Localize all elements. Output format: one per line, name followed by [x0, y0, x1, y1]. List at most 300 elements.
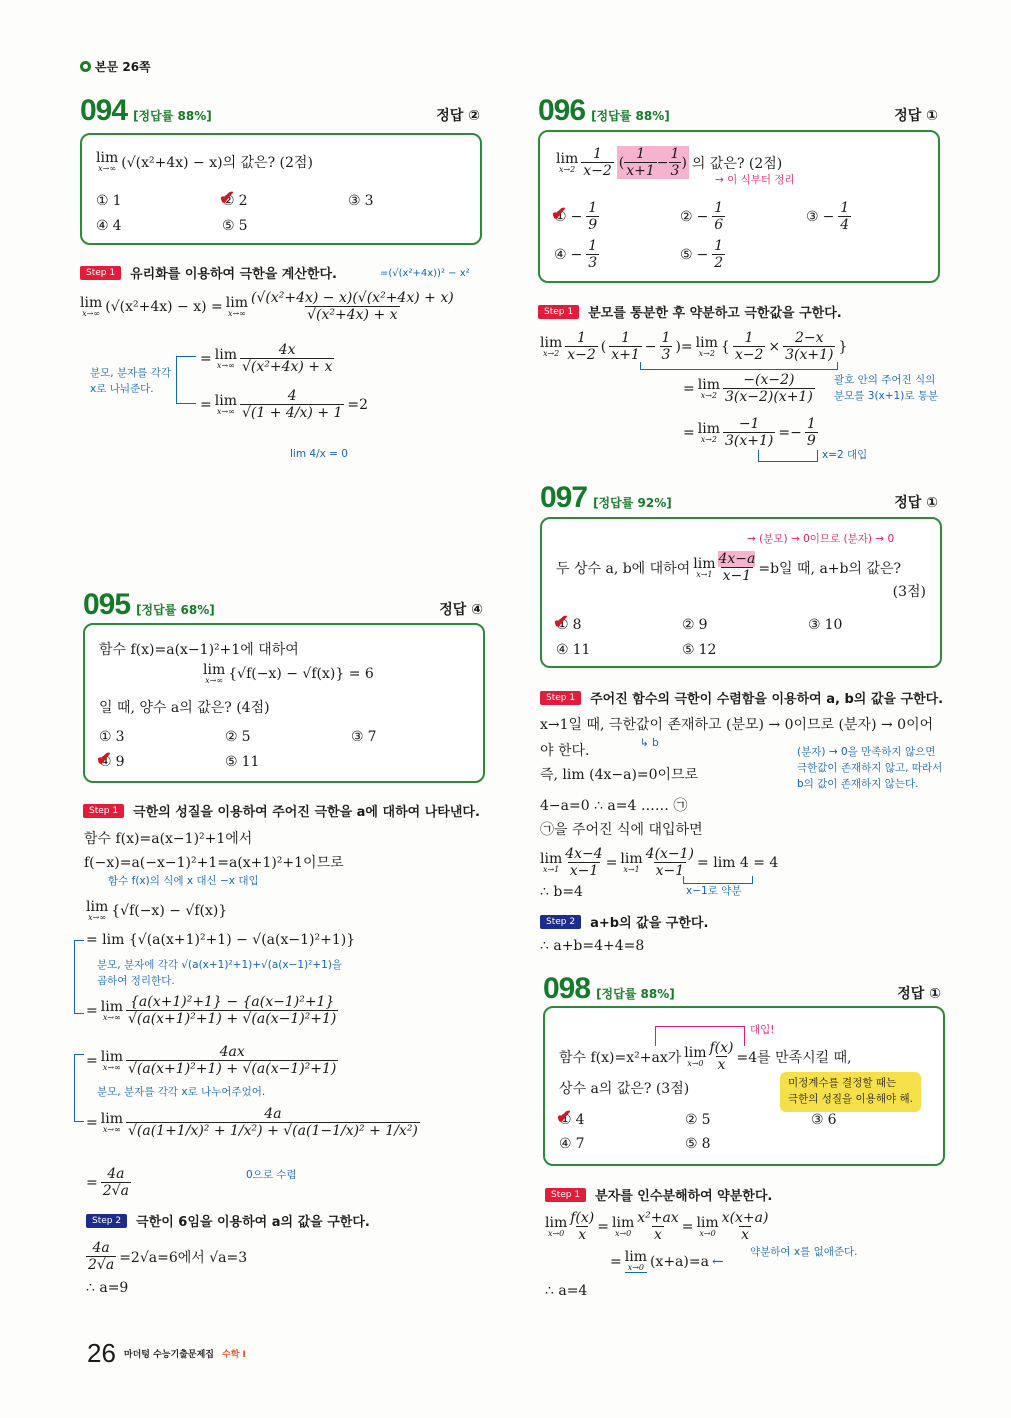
lim: lim	[86, 899, 109, 915]
lim: lim	[624, 1249, 647, 1265]
choice[interactable]	[351, 729, 376, 745]
denominator: √(a(x+1)²+1) + √(a(x−1)²+1)	[127, 1061, 337, 1078]
choice[interactable]	[685, 1136, 710, 1152]
lim: lim	[540, 850, 563, 867]
math: (x+a)=a	[649, 1253, 709, 1270]
numerator: 4x−4	[565, 846, 603, 862]
problem-097-header	[540, 481, 938, 515]
choice-val: 12	[698, 642, 717, 658]
numerator: 1	[670, 146, 680, 162]
numerator: 4x−a	[718, 551, 756, 567]
math: ∴ a+b=4+4=8	[540, 938, 645, 954]
lim-sub: x→∞	[205, 676, 224, 685]
lim-sub: x→0	[687, 1058, 704, 1068]
choice-num: ⑤	[222, 218, 235, 234]
lim: lim	[693, 555, 716, 572]
denominator: 3	[670, 163, 680, 180]
lim: lim	[214, 392, 237, 409]
fraction	[565, 330, 598, 363]
fraction	[805, 416, 818, 449]
step-title: a+b의 값을 구한다.	[590, 916, 709, 931]
step-title: 주어진 함수의 극한이 수렴함을 이용하여 a, b의 값을 구한다.	[590, 692, 944, 707]
annotation	[797, 745, 942, 792]
math: x→1일 때, 극한값이 존재하고 (분모) → 0이므로 (분자) → 0이어	[540, 717, 934, 733]
denominator: x	[654, 1227, 662, 1244]
choice-num: ①	[99, 729, 112, 745]
lim: lim	[80, 294, 103, 311]
fraction	[624, 146, 657, 179]
numerator: 4a	[92, 1240, 110, 1256]
denominator: x	[578, 1227, 587, 1244]
question-text: 상수 a의 값은? (3점)	[559, 1081, 690, 1097]
lim: lim	[540, 334, 563, 351]
choice-num: ④	[96, 218, 109, 234]
step1-badge: Step 1	[538, 305, 579, 319]
question-text: 의 값은? (2점)	[691, 155, 783, 172]
choice[interactable]	[556, 642, 590, 658]
numerator: 1	[744, 330, 754, 346]
denominator: √(a(1+1/x)² + 1/x²) + √(a(1−1/x)² + 1/x²)	[127, 1123, 418, 1140]
math: 즉, lim (4x−a)=0이므로	[540, 767, 699, 783]
lim-sub: x→0	[547, 1228, 565, 1238]
note-line: (분자) → 0을 만족하지 않으면	[797, 746, 936, 758]
denominator: x−1	[655, 863, 685, 880]
choice-val: 11	[572, 642, 591, 658]
question-text: (√(x²+4x) − x)의 값은? (2점)	[121, 155, 313, 171]
numerator: 1	[714, 238, 724, 254]
problem-096-box	[538, 130, 940, 283]
book-title: 마더텅 수능기출문제집	[123, 1350, 214, 1360]
choice-val: 7	[367, 729, 377, 745]
answer-label: 정답 ④	[439, 602, 483, 618]
subject-label: 수학 Ⅰ	[222, 1350, 246, 1360]
choice-val: 9	[698, 617, 708, 633]
note-line: 곱하여 정리한다.	[97, 974, 175, 987]
fraction	[240, 342, 334, 375]
fraction	[838, 200, 851, 233]
choice-val: 9	[115, 754, 125, 770]
annotation: =(√(x²+4x))² − x²	[380, 268, 470, 279]
choice-num: ⑤	[685, 1136, 698, 1152]
fraction	[609, 330, 642, 363]
denominator: √(x²+4x) + x	[307, 307, 398, 324]
denominator: 4	[840, 217, 850, 234]
lim-sub: x→∞	[216, 406, 235, 416]
lim: lim	[696, 1214, 719, 1231]
choice-correct[interactable]	[99, 754, 124, 770]
answer-label: 정답 ①	[897, 986, 941, 1002]
fraction	[586, 200, 599, 233]
lim: lim	[620, 850, 643, 867]
numerator: 1	[588, 238, 598, 254]
choice-num: ②	[685, 1112, 698, 1128]
choice-val: 11	[241, 754, 260, 770]
denominator: x−2	[583, 163, 612, 180]
lim-sub: x→0	[627, 1263, 644, 1272]
denominator: 3(x−2)(x+1)	[724, 389, 813, 406]
choice-num: ④	[556, 642, 569, 658]
annotation: 함수 f(x)의 식에 x 대신 −x 대입	[108, 875, 259, 887]
lim-sub: x→1	[542, 864, 560, 874]
choice-num: ②	[680, 208, 693, 225]
fraction	[709, 1040, 733, 1073]
fraction	[783, 330, 835, 363]
choice-num: ⑤	[682, 642, 695, 658]
choice[interactable]: ② − $\frac{1}{6}$	[680, 200, 724, 234]
math: {√f(−x) − √f(x)}	[111, 903, 228, 919]
problem-number: 098	[543, 972, 591, 1005]
annotation: ↳ b	[640, 737, 659, 749]
fraction	[251, 290, 454, 323]
check-icon: ① ✔	[559, 1112, 572, 1128]
choice-num: ①	[96, 193, 109, 209]
annotation: x−1로 약분	[686, 885, 742, 897]
denominator: x+1	[626, 163, 655, 180]
math: 4−a=0 ∴ a=4 …… ㉠	[540, 798, 688, 814]
lim-sub: x→0	[699, 1228, 716, 1238]
choice[interactable]: ⑤ − $\frac{1}{2}$	[680, 238, 724, 272]
fraction	[723, 416, 775, 449]
math: ㉠을 주어진 식에 대입하면	[540, 822, 703, 838]
math: 야 한다.	[540, 743, 590, 759]
choice[interactable]	[685, 1112, 710, 1128]
lim: lim	[225, 294, 248, 311]
numerator: (√(x²+4x) − x)(√(x²+4x) + x)	[251, 290, 454, 306]
lim: lim	[556, 150, 579, 167]
denominator: x−1	[722, 568, 752, 585]
choice-num: ③	[348, 193, 361, 209]
annotation	[90, 366, 171, 398]
lim-sub: x→∞	[216, 360, 235, 370]
step1-badge: Step 1	[80, 266, 121, 280]
numerator: {a(x+1)²+1} − {a(x−1)²+1}	[130, 994, 335, 1010]
lim-sub: x→0	[614, 1228, 632, 1238]
fraction	[733, 330, 766, 363]
lim: lim	[695, 334, 718, 351]
annotation: x=2 대입	[822, 449, 868, 461]
problem-095-box	[83, 623, 485, 783]
denominator: x−2	[567, 347, 596, 364]
annotation: 분모, 분자를 각각 x로 나누어주었어.	[97, 1086, 266, 1098]
check-icon: ④ ✔	[99, 754, 112, 770]
note-line: x로 나눠준다.	[90, 382, 154, 395]
choice[interactable]: ④ − $\frac{1}{3}$	[554, 238, 598, 272]
note: 이 식부터 정리	[727, 174, 795, 186]
note: b	[652, 737, 659, 749]
lim: lim	[611, 1214, 635, 1231]
fraction	[126, 1106, 420, 1139]
problem-number: 094	[80, 94, 128, 127]
lim-sub: x→1	[696, 569, 713, 579]
denominator: 2√a	[102, 1183, 129, 1200]
numerator: f(x)	[570, 1210, 595, 1226]
numerator: −(x−2)	[743, 372, 795, 388]
question-text: =4를 만족시킬 때,	[736, 1049, 852, 1066]
section-reference: 본문 26쪽	[80, 58, 151, 75]
math: 함수 f(x)=a(x−1)²+1에서	[84, 831, 253, 847]
points: (3점)	[892, 584, 926, 600]
numerator: 4x	[278, 342, 296, 358]
lim-sub: x→2	[700, 390, 717, 400]
lim: lim	[203, 662, 226, 678]
lim-sub: x→∞	[102, 1124, 121, 1134]
annotation	[834, 373, 938, 405]
numerator: 1	[840, 200, 850, 216]
choice[interactable]	[225, 729, 250, 745]
accuracy-rate: [정답률 92%]	[593, 496, 672, 510]
fraction	[240, 388, 344, 421]
choice-val: 2	[238, 193, 248, 209]
bracket-line	[74, 940, 84, 1014]
problem-number: 097	[540, 481, 588, 514]
choice-num: ③	[351, 729, 364, 745]
step-title: 유리화를 이용하여 극한을 계산한다.	[130, 267, 337, 282]
choice-num: ③	[806, 208, 819, 225]
step2-badge: Step 2	[86, 1214, 127, 1228]
step1-badge: Step 1	[545, 1188, 586, 1202]
lim-sub: x→∞	[82, 308, 101, 318]
lim-sub: x→∞	[88, 913, 107, 922]
math: f(−x)=a(−x−1)²+1=a(x+1)²+1이므로	[84, 855, 344, 871]
note-line: 분모, 분자에 각각 √(a(x+1)²+1)+√(a(x−1)²+1)을	[97, 959, 343, 971]
note-line: 괄호 안의 주어진 식의	[834, 374, 936, 386]
question-text: 함수 f(x)=x²+ax가	[559, 1049, 682, 1066]
lim: lim	[100, 1048, 123, 1065]
bracket-line	[74, 1054, 84, 1122]
choice-val: 10	[824, 617, 843, 633]
step2-badge: Step 2	[540, 915, 581, 929]
math: ∴ a=4	[545, 1283, 588, 1299]
choice-num: ⑤	[680, 246, 693, 263]
fraction	[712, 238, 725, 271]
choice[interactable]	[225, 754, 259, 770]
denominator: x−1	[569, 863, 599, 880]
problem-number: 095	[83, 588, 131, 621]
choice[interactable]	[96, 193, 121, 209]
denominator: √(x²+4x) + x	[241, 359, 333, 376]
denominator: 3(x+1)	[724, 433, 774, 450]
lim-sub: x→1	[623, 864, 640, 874]
fraction	[565, 846, 602, 879]
fraction	[570, 1210, 594, 1243]
denominator: 9	[588, 217, 598, 234]
choice-num: ③	[808, 617, 821, 633]
denominator: √(1 + 4/x) + 1	[241, 405, 343, 422]
fraction	[581, 146, 614, 179]
fraction	[126, 994, 338, 1027]
bracket-line	[683, 876, 753, 884]
math: =2√a=6에서 √a=3	[119, 1249, 248, 1266]
choice-val: 4	[575, 1112, 585, 1128]
choice[interactable]	[682, 642, 716, 658]
choice-num: ③	[811, 1112, 824, 1128]
problem-097-box	[540, 517, 942, 668]
numerator: 1	[577, 330, 586, 346]
lim-sub: x→∞	[102, 1062, 121, 1072]
annotation: 약분하여 x를 없애준다.	[750, 1246, 858, 1258]
bullet-icon	[80, 61, 91, 72]
choice-val: 5	[701, 1112, 711, 1128]
choice[interactable]	[559, 1136, 584, 1152]
numerator: 1	[661, 330, 671, 346]
denominator: x	[717, 1057, 726, 1074]
annotation: → 이 식부터 정리	[715, 174, 795, 186]
lim: lim	[545, 1214, 568, 1231]
answer-label: 정답 ②	[436, 108, 480, 124]
question-text: 함수 f(x)=a(x−1)²+1에 대하여	[99, 642, 299, 658]
numerator: 1	[593, 146, 602, 162]
numerator: f(x)	[709, 1040, 734, 1056]
problem-095-header	[83, 588, 483, 622]
question-text: =b일 때, a+b의 값은?	[758, 560, 902, 577]
numerator: 1	[636, 146, 645, 162]
problem-098-box	[543, 1006, 945, 1166]
lim: lim	[684, 1044, 707, 1061]
denominator: 9	[806, 433, 816, 450]
problem-096-header	[538, 94, 938, 128]
problem-098-header	[543, 972, 941, 1006]
numerator: 1	[621, 330, 630, 346]
accuracy-rate: [정답률 88%]	[591, 109, 670, 123]
choice-val: 3	[364, 193, 374, 209]
check-icon: ① ✔	[554, 209, 567, 225]
choice[interactable]	[808, 617, 842, 633]
denominator: x−2	[734, 347, 764, 364]
denominator: 2√a	[88, 1257, 115, 1274]
fraction	[586, 238, 599, 271]
step-title: 분모를 통분한 후 약분하고 극한값을 구한다.	[588, 306, 842, 321]
fraction	[722, 1210, 769, 1243]
arrow-icon: ←	[711, 1253, 724, 1270]
lim-sub: x→2	[698, 348, 715, 358]
highlight: ( $\frac{1}{x+1}$ − $\frac{1}{3}$ )	[618, 146, 687, 180]
tip-line: 미정계수를 결정할 때는	[788, 1077, 897, 1089]
denominator: √(a(x+1)²+1) + √(a(x−1)²+1)	[127, 1011, 337, 1028]
note-line: 분모를 3(x+1)로 통분	[834, 389, 939, 402]
lim: lim	[697, 420, 720, 437]
choice[interactable]	[682, 617, 707, 633]
question-text: 일 때, 양수 a의 값은? (4점)	[99, 700, 270, 716]
check-icon: ① ✔	[556, 617, 569, 633]
fraction	[723, 372, 815, 405]
choice-val: 7	[575, 1136, 585, 1152]
choice-num: ⑤	[225, 754, 238, 770]
choice-val: 5	[241, 729, 251, 745]
denominator: 6	[714, 217, 724, 234]
denominator: 3	[661, 347, 671, 364]
step1-badge: Step 1	[540, 691, 581, 705]
lim: lim	[100, 1110, 123, 1127]
fraction	[712, 200, 725, 233]
numerator: −1	[738, 416, 760, 432]
accuracy-rate: [정답률 88%]	[596, 987, 675, 1001]
choice[interactable]	[348, 193, 373, 209]
problem-number: 096	[538, 94, 586, 127]
lim-sub: x→2	[542, 348, 560, 358]
fraction	[101, 1166, 131, 1199]
numerator: 4(x−1)	[645, 846, 695, 862]
denominator: 3	[588, 255, 598, 272]
math: (√(x²+4x) − x) =	[105, 298, 223, 315]
fraction	[669, 146, 682, 179]
numerator: 1	[806, 416, 816, 432]
fraction	[637, 1210, 678, 1243]
accuracy-rate: [정답률 68%]	[136, 603, 215, 617]
accuracy-rate: [정답률 88%]	[133, 109, 212, 123]
lim: lim	[697, 376, 720, 393]
page-number: 26	[87, 1338, 116, 1368]
choice-correct[interactable]	[222, 193, 247, 209]
check-icon: ② ✔	[222, 193, 235, 209]
choice-val: 4	[112, 218, 122, 234]
math: ∴ a=9	[86, 1280, 129, 1296]
annotation	[97, 958, 342, 990]
choice-correct[interactable]	[559, 1112, 584, 1128]
denominator: x+1	[611, 347, 640, 364]
lim-sub: x→2	[558, 164, 576, 174]
choice[interactable]	[96, 218, 121, 234]
choice[interactable]: ③ − $\frac{1}{4}$	[806, 200, 850, 234]
annotation: 대입!	[750, 1024, 775, 1036]
lim-sub: x→∞	[227, 308, 246, 318]
numerator: x(x+a)	[721, 1210, 769, 1226]
numerator: 2−x	[795, 330, 824, 346]
note-line: 극한값이 존재하지 않고, 따라서	[797, 761, 943, 774]
fraction	[86, 1240, 116, 1273]
denominator: 3(x+1)	[785, 347, 834, 364]
numerator: 4	[287, 388, 297, 404]
choice-val: 8	[701, 1136, 711, 1152]
lim-sub: x→∞	[98, 164, 117, 173]
annotation: 0으로 수렴	[246, 1169, 297, 1181]
tip-bubble	[780, 1072, 921, 1112]
denominator: 2	[714, 255, 724, 272]
choice[interactable]	[99, 729, 124, 745]
bracket-line	[176, 356, 196, 404]
annotation: lim 4/x = 0	[290, 448, 348, 460]
choice-val: 1	[112, 193, 122, 209]
annotation: → (분모) → 0이므로 (분자) → 0	[747, 533, 895, 545]
choice-num: ④	[559, 1136, 572, 1152]
choice-correct[interactable]	[556, 617, 581, 633]
choice-correct[interactable]: ① ✔ − $\frac{1}{9}$	[554, 200, 599, 233]
page-footer	[87, 1338, 246, 1369]
lim-sub: x→2	[700, 434, 717, 444]
numerator: 4a	[264, 1106, 282, 1122]
choice[interactable]	[811, 1112, 836, 1128]
step1-badge: Step 1	[83, 804, 124, 818]
fraction	[660, 330, 673, 363]
choice-val: 6	[827, 1112, 837, 1128]
math: ∴ b=4	[540, 884, 583, 900]
step-title: 극한의 성질을 이용하여 주어진 극한을 a에 대하여 나타낸다.	[133, 805, 480, 820]
problem-094-box	[80, 133, 482, 245]
fraction	[646, 846, 694, 879]
choice-num: ④	[554, 246, 567, 263]
numerator: x²+ax	[637, 1210, 679, 1226]
tip-line: 극한의 성질을 이용해야 해.	[788, 1092, 913, 1105]
choice-val: 3	[115, 729, 125, 745]
denominator: x	[741, 1227, 750, 1244]
choice[interactable]	[222, 218, 247, 234]
numerator: 4ax	[219, 1044, 245, 1060]
lim: lim	[100, 998, 123, 1015]
bracket-line	[758, 450, 818, 462]
lim-sub: x→∞	[102, 1012, 121, 1022]
note: (분모) → 0이므로 (분자) → 0	[759, 533, 895, 545]
math: = lim {√(a(x+1)²+1) − √(a(x−1)²+1)}	[86, 932, 356, 948]
problem-094-header	[80, 94, 480, 128]
